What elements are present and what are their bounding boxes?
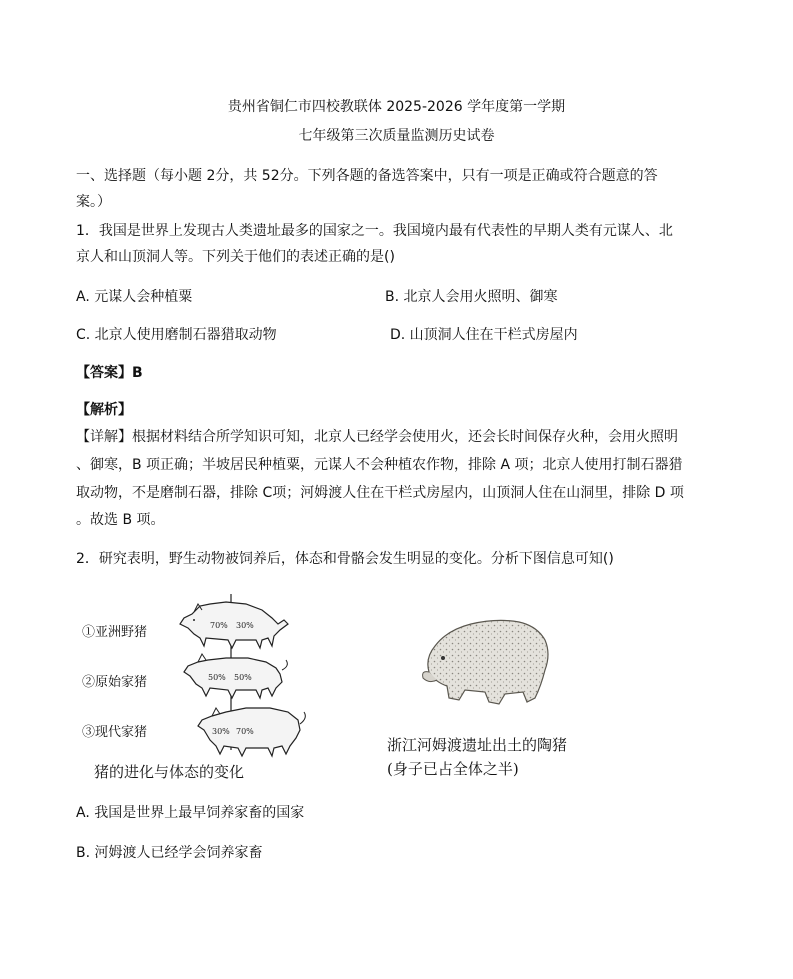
q1-option-a: A. 元谋人会种植粟 [76, 289, 193, 305]
pig-evolution-caption: 猪的进化与体态的变化 [94, 763, 245, 781]
q1-analysis-label: 【解析】 [76, 402, 132, 418]
pig-evolution-illustration [76, 590, 316, 790]
pottery-pig-caption-line1: 浙江河姆渡遗址出土的陶猪 [387, 736, 568, 754]
row-label-primitive-pig: ②原始家猪 [82, 675, 148, 690]
section-heading-line2: 案。） [76, 194, 111, 210]
q1-stem-line2: 京人和山顶洞人等。下列关于他们的表述正确的是() [76, 249, 395, 265]
wild-boar-front-pct: 70% [210, 621, 228, 630]
q1-detail-line4: 。故选 B 项。 [76, 512, 165, 528]
pottery-pig-figure [385, 600, 635, 785]
section-heading-line1: 一、选择题（每小题 2分，共 52分。下列各题的备选答案中，只有一项是正确或符合题意的答 [76, 168, 658, 184]
q2-stem: 2．研究表明，野生动物被饲养后，体态和骨骼会发生明显的变化。分析下图信息可知() [76, 551, 614, 567]
pottery-pig-image [385, 600, 635, 720]
modern-pig-back-pct: 70% [236, 727, 254, 736]
q1-option-d: D. 山顶洞人住在干栏式房屋内 [390, 327, 578, 343]
q2-option-a: A. 我国是世界上最早饲养家畜的国家 [76, 805, 305, 821]
primitive-pig-front-pct: 50% [208, 673, 226, 682]
row-label-wild-boar: ①亚洲野猪 [82, 625, 148, 640]
q1-option-b: B. 北京人会用火照明、御寒 [385, 289, 558, 305]
q2-option-b: B. 河姆渡人已经学会饲养家畜 [76, 845, 263, 861]
q1-stem-line1: 1．我国是世界上发现古人类遗址最多的国家之一。我国境内最有代表性的早期人类有元谋人、北 [76, 223, 673, 239]
q1-detail-line1: 【详解】根据材料结合所学知识可知，北京人已经学会使用火，还会长时间保存火种，会用火照明 [76, 429, 678, 445]
wild-boar-back-pct: 30% [236, 621, 254, 630]
primitive-pig-drawing [184, 654, 287, 698]
exam-title-line1: 贵州省铜仁市四校教联体 2025-2026 学年度第一学期 [227, 99, 566, 115]
modern-pig-front-pct: 30% [212, 727, 230, 736]
answer-label: 【答案】 [76, 365, 132, 381]
primitive-pig-back-pct: 50% [234, 673, 252, 682]
q1-answer [76, 360, 143, 386]
pig-evolution-figure [76, 590, 316, 790]
exam-title-line2: 七年级第三次质量监测历史试卷 [298, 128, 495, 144]
q1-option-c: C. 北京人使用磨制石器猎取动物 [76, 327, 277, 343]
row-label-modern-pig: ③现代家猪 [82, 725, 148, 740]
modern-pig-drawing [198, 708, 305, 756]
answer-value: B [132, 365, 143, 381]
q1-detail-line3: 取动物，不是磨制石器，排除 C项；河姆渡人住在干栏式房屋内，山顶洞人住在山洞里，排除 D 项 [76, 485, 684, 501]
wild-boar-drawing [180, 602, 288, 648]
q1-detail-line2: 、御寒，B 项正确；半坡居民种植粟，元谋人不会种植农作物，排除 A 项；北京人使用打制石器猎 [76, 457, 683, 473]
pottery-pig-caption-line2: (身子已占全体之半) [387, 760, 519, 778]
